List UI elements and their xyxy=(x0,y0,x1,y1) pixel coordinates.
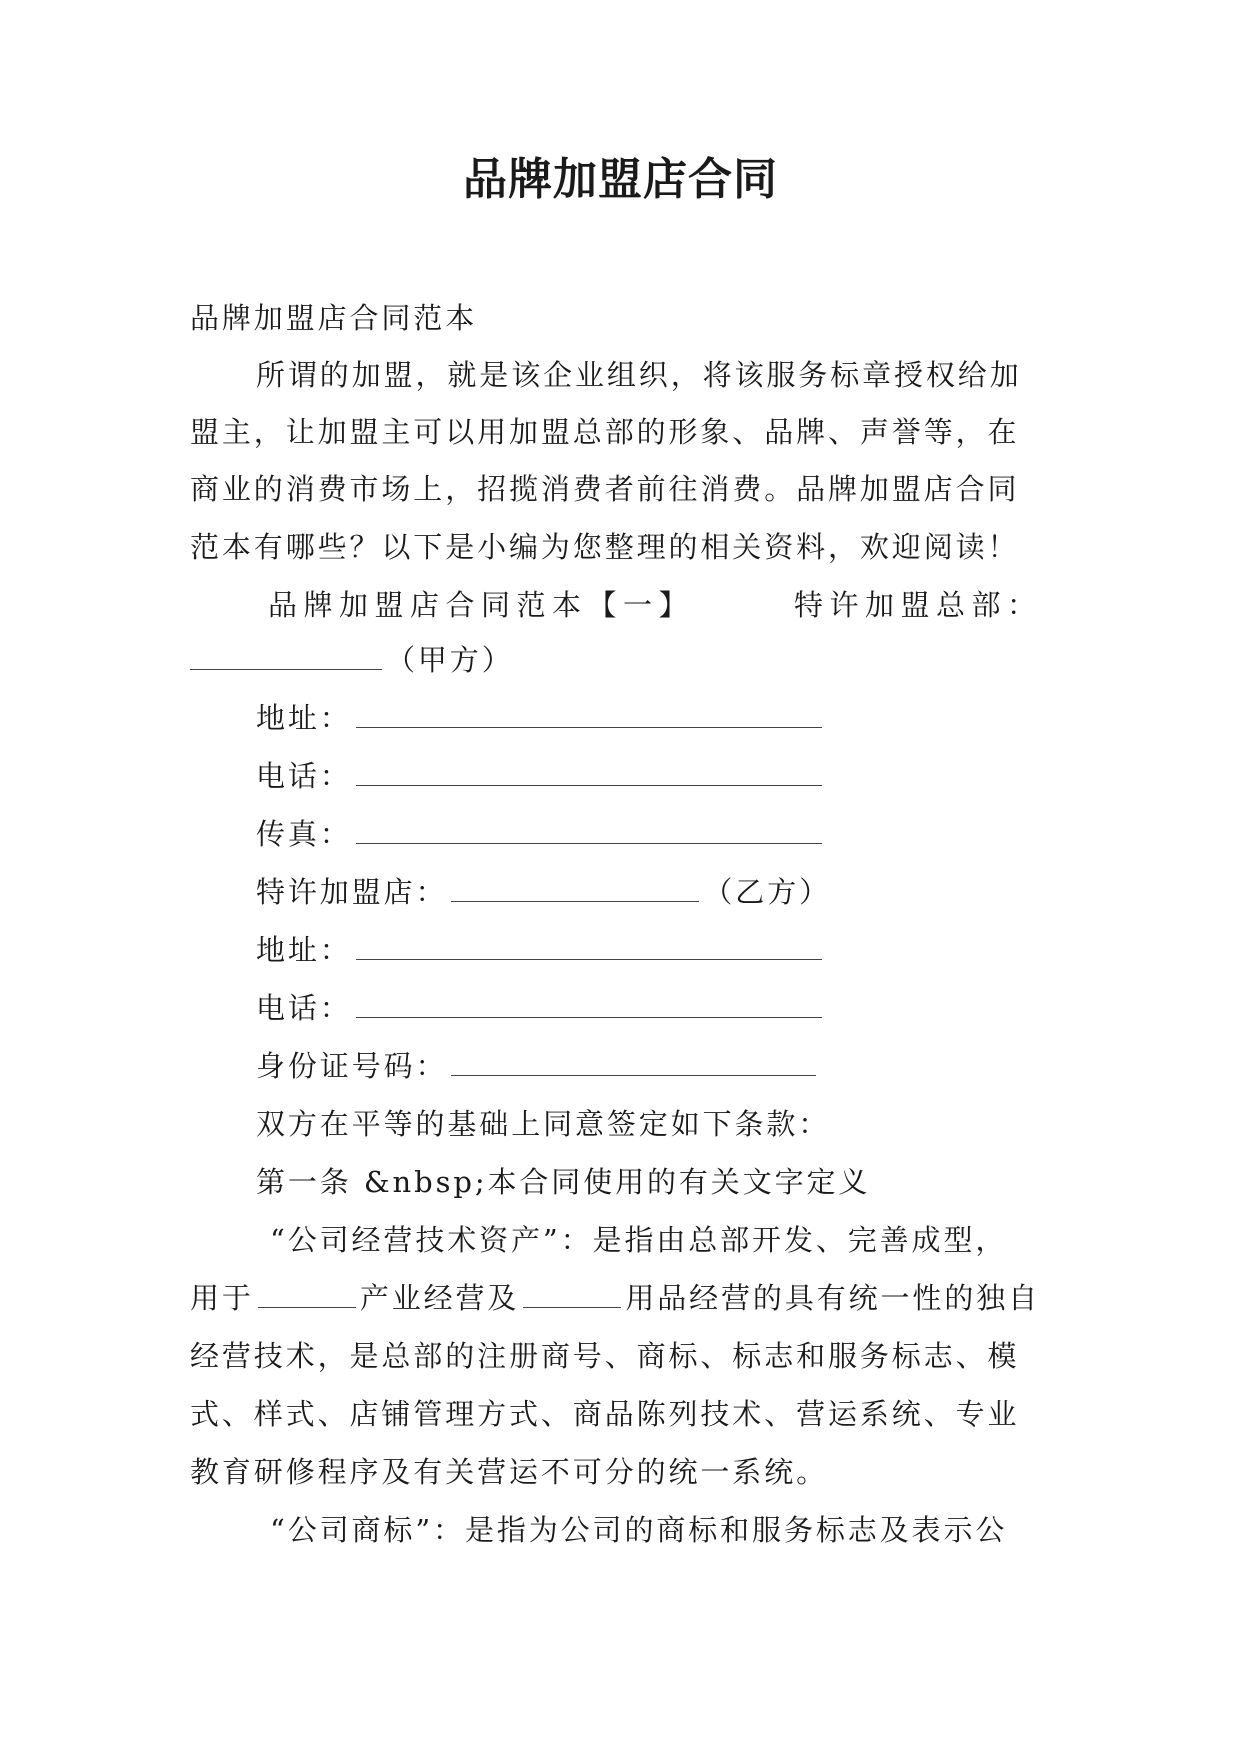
party-b-phone-row xyxy=(256,988,826,1028)
industry-blank[interactable] xyxy=(258,1283,356,1308)
party-a-phone-label: 电话： xyxy=(256,759,352,793)
agreement-line: 双方在平等的基础上同意签定如下条款： xyxy=(256,1107,831,1141)
goods-blank[interactable] xyxy=(523,1283,621,1308)
party-b-suffix: （乙方） xyxy=(703,875,832,909)
party-a-fax-label: 传真： xyxy=(256,817,352,851)
party-a-fax-blank[interactable] xyxy=(356,819,822,844)
party-a-row xyxy=(190,640,514,680)
party-b-address-blank[interactable] xyxy=(356,935,822,960)
subtitle: 品牌加盟店合同范本 xyxy=(190,301,478,335)
party-b-address-label: 地址： xyxy=(256,933,352,967)
definition-2-line-1: “公司商标”：是指为公司的商标和服务标志及表示公 xyxy=(270,1513,1008,1547)
party-b-label: 特许加盟店： xyxy=(256,875,448,909)
party-a-address-row xyxy=(256,698,826,738)
party-b-row xyxy=(256,872,831,912)
party-a-address-label: 地址： xyxy=(256,701,352,735)
party-b-id-label: 身份证号码： xyxy=(256,1049,448,1083)
definition-1-line-5: 教育研修程序及有关营运不可分的统一系统。 xyxy=(190,1455,829,1489)
party-a-phone-blank[interactable] xyxy=(356,761,822,786)
document-title: 品牌加盟店合同 xyxy=(463,154,778,205)
definition-1-line-4: 式、样式、店铺管理方式、商品陈列技术、营运系统、专业 xyxy=(190,1397,1020,1431)
party-a-suffix: （甲方） xyxy=(386,643,514,677)
party-a-phone-row xyxy=(256,756,826,796)
section-heading: 品牌加盟店合同范本【一】 xyxy=(268,588,695,622)
article-1-heading: 第一条 &nbsp;本合同使用的有关文字定义 xyxy=(256,1165,871,1199)
party-b-id-blank[interactable] xyxy=(451,1051,816,1076)
party-a-blank[interactable] xyxy=(190,645,382,670)
definition-1-line-3: 经营技术，是总部的注册商号、商标、标志和服务标志、模 xyxy=(190,1339,1020,1373)
party-a-address-blank[interactable] xyxy=(356,703,822,728)
party-b-address-row xyxy=(256,930,826,970)
party-b-blank[interactable] xyxy=(451,877,699,902)
intro-line-2: 盟主，让加盟主可以用加盟总部的形象、品牌、声誉等，在 xyxy=(190,415,1020,449)
intro-line-1: 所谓的加盟，就是该企业组织，将该服务标章授权给加 xyxy=(256,358,1022,392)
party-b-id-row xyxy=(256,1046,820,1086)
definition-1-line-2 xyxy=(190,1278,1040,1318)
section-heading-row xyxy=(268,585,1043,625)
definition-1-line-1: “公司经营技术资产”：是指由总部开发、完善成型， xyxy=(270,1223,1008,1257)
definition-1-suffix: 用品经营的具有统一性的独自 xyxy=(625,1281,1041,1315)
party-a-label: 特许加盟总部： xyxy=(794,588,1043,622)
definition-1-prefix: 用于 xyxy=(190,1281,254,1315)
intro-line-4: 范本有哪些？以下是小编为您整理的相关资料，欢迎阅读！ xyxy=(190,530,1020,564)
party-b-phone-blank[interactable] xyxy=(356,993,822,1018)
definition-1-middle: 产业经营及 xyxy=(359,1281,520,1315)
party-a-fax-row xyxy=(256,814,826,854)
party-b-phone-label: 电话： xyxy=(256,991,352,1025)
intro-line-3: 商业的消费市场上，招揽消费者前往消费。品牌加盟店合同 xyxy=(190,472,1020,506)
